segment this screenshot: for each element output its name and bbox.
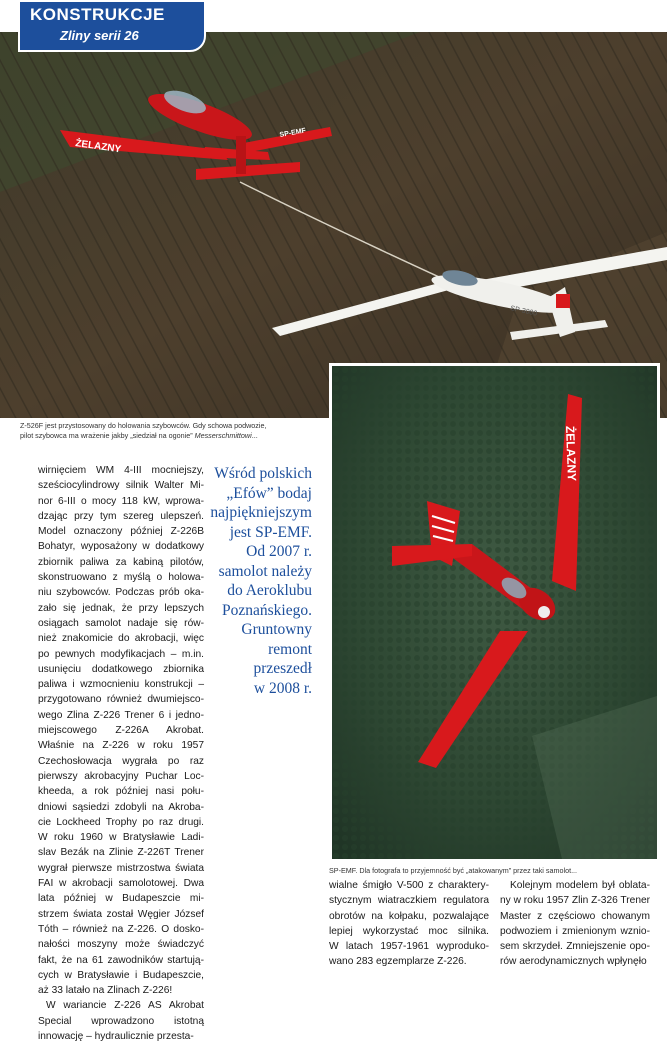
pull-quote-line: „Efów” bodaj: [226, 484, 312, 502]
body-text-line: paliwa i wzmocnieniu konstrukcji –: [38, 679, 204, 691]
body-text-line: W roku 1960 w Bratysławie Ladi-: [38, 832, 204, 844]
body-text-line: Special wprowadzono istotną: [38, 1015, 204, 1027]
body-text-line: Master z częściowo chowanym: [500, 910, 650, 922]
body-text-line: Właśnie na Z-226 w roku 1957: [38, 740, 204, 752]
body-text-line: kheeda, a rok później nasi połu-: [38, 786, 204, 798]
body-text-line: nałości moszyny może świadczyć: [38, 939, 204, 951]
pull-quote: [204, 464, 312, 698]
body-column-3: [500, 878, 650, 970]
body-text-line: przygotowano również dwumiejsco-: [38, 694, 204, 706]
body-text-line: Bohatyr, wyposażony w dodatkowy: [38, 541, 204, 553]
pull-quote-line: przeszedł: [253, 660, 312, 677]
body-text-line: fakt, że na 61 zawodników startują-: [38, 954, 204, 966]
body-text-line: cie Lockheed Trophy po raz drugi.: [38, 816, 204, 828]
pull-quote-line: Gruntowny: [241, 621, 312, 638]
body-text-line: W wariancie Z-226 AS Akrobat: [46, 1000, 204, 1012]
section-title: KONSTRUKCJE: [30, 5, 165, 24]
section-subtitle: Zliny serii 26: [60, 28, 139, 43]
body-text-line: lata później w Budapeszcie mi-: [38, 893, 204, 905]
body-text-line: wygrał pierwsze mistrzostwa świata: [38, 862, 204, 874]
body-column-2: [329, 878, 489, 970]
glider-reg-text: SP-3000: [509, 305, 538, 318]
body-text-line: dzając przy tym szereg ulepszeń.: [38, 510, 204, 522]
body-text-line: rów aerodynamicznych wpłynęło: [500, 956, 647, 968]
tow-livery-text: ŻELAZNY: [74, 138, 122, 156]
body-text-line: innowację – hydraulicznie przesta-: [38, 1030, 194, 1042]
body-text-line: wirnięciem WM 4-III mocniejszy,: [38, 465, 204, 476]
pull-quote-line: remont: [268, 640, 312, 658]
body-text-line: stycznym wiatraczkiem regulatora: [329, 895, 489, 907]
body-text-line: dniowi sąsiedzi zdobyli na Akroba-: [38, 801, 204, 813]
tow-reg-text: SP-EMF: [279, 127, 307, 139]
body-text-line: zało się jednak, że przy lepszych: [38, 602, 204, 614]
body-text-line: nor 6-III o mocy 118 kW, wprowa-: [38, 495, 204, 507]
body-text-line: W latach 1957-1961 wyproduko-: [329, 941, 489, 953]
body-text-line: Model oznaczony później Z-226B: [38, 526, 204, 538]
body-column-1: [38, 463, 204, 1044]
pull-quote-line: samolot należy: [218, 562, 312, 580]
caption-top-text: pilot szybowca ma wrażenie jakby „siedział na ogonie”: [20, 430, 193, 440]
caption-top-ellipsis: ...: [251, 430, 258, 440]
caption-top-line-1: Z-526F jest przystosowany do holowania szybowców. Gdy schowa podwozie,: [20, 421, 267, 430]
pull-quote-line: w 2008 r.: [253, 679, 312, 697]
pull-quote-line: do Aeroklubu: [227, 582, 312, 599]
caption-top: [20, 421, 320, 440]
pull-quote-line: Poznańskiego.: [222, 601, 312, 619]
body-text-line: osiągach samolot nadaje się rów-: [38, 617, 204, 629]
body-text-line: miejscowego Z-226A Akrobat.: [38, 725, 204, 737]
body-text-line: pierwszy akrobacyjny Puchar Loc-: [38, 770, 204, 782]
body-text-line: wialne śmigło V-500 z charaktery-: [329, 880, 489, 891]
pull-quote-line: jest SP-EMF.: [229, 523, 312, 541]
pull-quote-line: Wśród polskich: [214, 465, 312, 482]
body-text-line: nież znakomicie do akrobacji, więc: [38, 633, 204, 645]
body-text-line: ny w roku 1957 Zlin Z-326 Trener: [500, 895, 651, 907]
body-text-line: Tóth – również na Z-226. O dosko-: [38, 923, 204, 935]
body-text-line: lepiej wykorzystać moc silnika.: [329, 925, 489, 937]
pull-quote-line: najpiękniejszym: [210, 504, 312, 521]
aerobatic-photo: [329, 363, 660, 862]
body-text-line: podwoziem i zmienionym wznio-: [500, 925, 650, 937]
body-text-line: sem skrzydeł. Zmniejszenie opo-: [500, 941, 650, 953]
body-text-line: Czechosłowacja wygrała po raz: [38, 755, 204, 767]
body-text-line: obrotów na kołpaku, pozwalające: [329, 910, 489, 922]
body-text-line: niu szybowców. Podczas prób oka-: [38, 587, 204, 599]
body-text-line: sześciocylindrowy silnik Walter Mi-: [38, 480, 204, 492]
body-text-line: wano 283 egzemplarze Z-226.: [329, 956, 467, 968]
caption-top-italic: Messerschmittowi: [194, 430, 252, 440]
body-text-line: skonstruowano z myślą o holowa-: [38, 572, 204, 584]
caption-bottom: SP-EMF. Dla fotografa to przyjemność być „atakowanym” przez taki samolot...: [329, 866, 578, 875]
body-text-line: aż 33 latało na Zlinach Z-226!: [38, 985, 173, 997]
body-text-line: usunięciu dodatkowego zbiornika: [38, 663, 204, 675]
body-text-line: po pewnych modyfikacjach – m.in.: [38, 648, 204, 660]
body-text-line: slav Bezák na Zlinie Z-226T Trener: [38, 847, 204, 859]
body-text-line: strzem świata został Węgier József: [38, 908, 204, 920]
body-text-line: zbiornik paliwa za kabiną pilotów,: [38, 556, 204, 568]
body-text-line: FAI w akrobacji samolotowej. Dwa: [38, 878, 204, 890]
plane-livery-text: ŻELAZNY: [563, 425, 579, 482]
tow-photo: [0, 32, 667, 418]
body-text-line: Kolejnym modelem był oblata-: [510, 880, 650, 891]
body-text-line: cych w Bratysławie i Budapeszcie,: [38, 969, 204, 981]
body-text-line: wego Zlina Z-226 Trener 6 i jedno-: [38, 709, 204, 721]
caption-top-line-2: [20, 431, 320, 441]
pull-quote-line: Od 2007 r.: [246, 543, 312, 560]
